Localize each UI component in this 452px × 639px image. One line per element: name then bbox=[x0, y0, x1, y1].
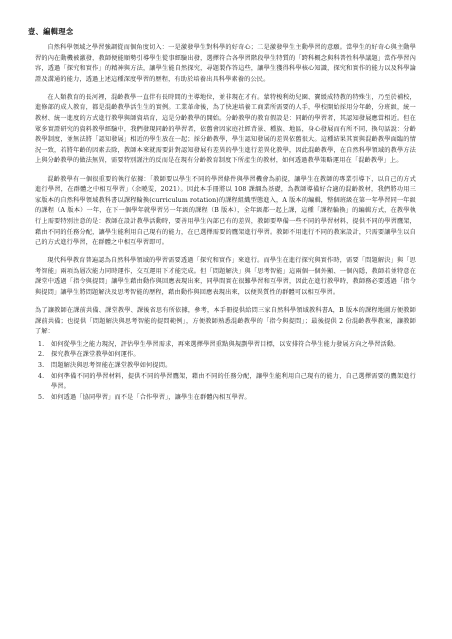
list-item-text: 如何準備不同的學習材料，提供不同的學習鷹架，藉由不同的任務分配，讓學生能利用自己現有的能力，自己選擇需要的鷹架進行學習。 bbox=[51, 372, 416, 391]
list-item-text: 問題解決與思考智能在課堂教學如何提問。 bbox=[51, 362, 172, 370]
list-item-text: 如何透過「協同學習」而不是「合作學習」，讓學生在群體內相互學習。 bbox=[51, 393, 251, 401]
goals-list bbox=[35, 340, 416, 404]
list-item-text: 如何從學生之能力現況，評估學生學習需求，再來選擇學習重點與規劃學習目標，以安排符合學生能力發展方向之學習活動。 bbox=[51, 340, 400, 348]
list-item-number: 3. bbox=[38, 362, 45, 370]
paragraph-handbook-contents: 為了讓教師在課前共備、課堂教學、課後省思有所依據，參考，本手冊提供給問三家自然科學領域教科書A，B 版本的課程地圖方便教師課前共備；也提供「問題解決與思考智能的提問範例」，方便教師熟悉混齡教學的「指令與提問」；最後提供 2 份混齡教學教案，讓教師了解： bbox=[35, 307, 416, 336]
list-item bbox=[35, 340, 416, 351]
list-item-number: 4. bbox=[38, 372, 45, 380]
list-item bbox=[35, 361, 416, 372]
list-item-number: 2. bbox=[38, 351, 45, 359]
list-item-number: 5. bbox=[38, 393, 45, 401]
list-item bbox=[35, 393, 416, 404]
paragraph-curriculum-rotation: 混齡教學有一個很重要的執行依據：「教師要以學生不同的學習條件與學習機會為前提，讓學生在教師的專業引導下，以自己的方式進行學習，在群體之中相互學習」（余曉雯，2021）。因此本手冊將以 108 課綱為基礎，為教師導備好合適的混齡教材，我們將功用三家版本的自然科學領域教科書以課程輪換(curriculum rotation)的課程組織型態進入，A 版本的編輯，整個班級在第一年學習同一年級的課程（A 版本）一年，在下一個學年就學習另一年級的課程（B 版本），全年級都一起上課，這種「課程輪換」的編輯方式，在教學執行上需要特別注意的是：教師在設計教學活動時，要善用學生內部已有的差異，教師要準備一些不同的學習材料，提供不同的學習鷹架，藉由不同的任務分配，讓學生能利用自己現有的能力，在已選擇需要的鷹架進行學習。教師不用進行不同的教案設計，只需要讓學生以自己的方式進行學習，在群體之中相互學習即可。 bbox=[35, 175, 416, 247]
paragraph-inquiry: 自然科學領域之學習強調從而個角度切入：一是激發學生對科學的好奇心；二是激發學生主動學習的意願。當學生的好奇心與主動學習的內在動機被激發，教師便能順勢引導學生從事經驗出發，選擇符合各學習階段學生特質的「跨科概念與科普性科學議題」當作學習內容，透過「探究和實作」的精神與方法，讓學生能自然探究，尋題製作答這些，讓學生獲得科學核心知識，探究和實作的能力以及科學論證及溝通的能力，透過上述這種深度學習的歷程，有助於培養出具科學素養的公民。 bbox=[35, 44, 416, 83]
list-item-text: 探究教學在課堂教學如何運作。 bbox=[51, 351, 140, 359]
list-item bbox=[35, 372, 416, 393]
paragraph-mixed-age-history: 在人類教育的長河裡，混齡教學一直伴有長時間的主導地位，並非現在才有。蒙特梭利幼兒園、寶緩成特教的特殊生，乃至於補校，進修部的成人教育，都是混齡教學活生生的實例。工業革命後，為了快速培養工商業所需要的人手，學校開始採用分年齡，分班級，統一教材、統一進度的方式進行教學與師資培育，這是分齡教學的開始。分齡教學的教育假設是：同齡的學習者，其認知發展應當相近。但在眾多實證研究的資料教學經驗中，我們發現同齡的學習者，依舊會因家庭社經背景、種族、地區，身心發展而有所不同，換句話說：分齡教學制度，並無法將「認知發展」相近的學生放在一起；採分齡教學，學生認知發展的差異依舊很大。這種結果其實與混齡教學面臨的情況一致，若將年齡的因素去除，教師本來就需要針對認知發展有差異的學生進行差異化教學，因此混齡教學，在自然科學領域的教學方法上與分齡教學的做法無異，需要特別謹注的反而是在現有分齡教育制度下所產生的教材，如何透過教學策略運用在「混齡教學」上。 bbox=[35, 93, 416, 165]
paragraph-problem-solving: 現代科學教育普遍認為自然科學領域的學習需要透過「探究和實作」來進行。而學生在進行探究與實作時，需要「問題解決」與「思考智能」兩項為層次能力同時運作，交互運用下才能完成。但「問題解決」與「思考智能」這兩個一個外顯、一個內隱，教師若並特意在課堂中透過「指令與提問」讓學生藉由動作與回應表現出來，同學間實在很難學習和互學習，因此在進行教學時，教師務必要透過「指令與提問」讓學生將問題解決及思考智能的歷程，藉由動作與回應表現出來，以便異質性的群體可以相互學習。 bbox=[35, 257, 416, 296]
list-item bbox=[35, 350, 416, 361]
list-item-number: 1. bbox=[38, 340, 45, 348]
section-heading: 壹、編輯理念 bbox=[28, 27, 74, 36]
